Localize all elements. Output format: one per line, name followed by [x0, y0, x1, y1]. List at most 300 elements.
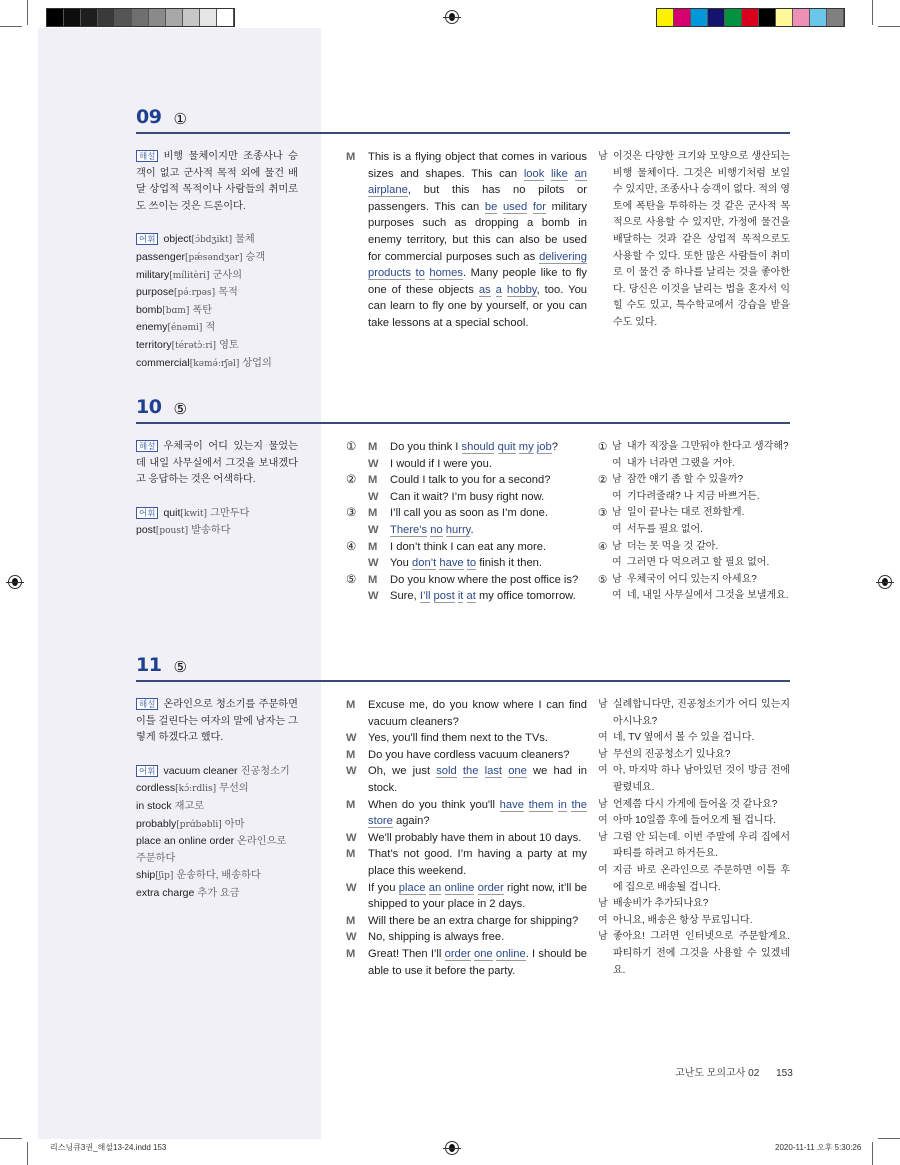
question-number: 11 [136, 654, 162, 676]
translation-text: 우체국이 어디 있는지 아세요? [627, 573, 757, 585]
text-segment: , but this has no pilots or passengers. This can [368, 184, 587, 213]
translation-line [598, 472, 790, 489]
vocab-item [136, 355, 298, 373]
translation-text: 내가 직장을 그만둬야 한다고 생각해? [627, 441, 789, 452]
speaker-label: 여 [612, 590, 622, 602]
dictation-blank: one [508, 765, 527, 778]
speaker-label: 남 [612, 507, 622, 519]
explanation-tag: 해설 [136, 698, 158, 710]
section-09 [136, 106, 790, 369]
vocab-pronunciation: [kəmə́ːrʃəl] [189, 358, 240, 369]
vocab-meaning: 물체 [235, 234, 255, 246]
text-segment: ? [551, 441, 558, 453]
vocab-pronunciation: [kɔ́ːrdlis] [175, 784, 217, 795]
speaker-label: 여 [612, 457, 622, 469]
question-number: 09 [136, 106, 162, 128]
translation-text: 서두를 필요 없어. [627, 523, 703, 535]
speaker-label: W [368, 523, 379, 536]
speaker-label: M [368, 573, 378, 586]
choice-marker: ④ [346, 540, 357, 553]
text-segment: I don’t think I can eat any more. [390, 540, 547, 553]
explanation-tag: 해설 [136, 440, 158, 452]
color-swatch [149, 9, 166, 26]
dialogue-text [368, 697, 587, 730]
dictation-blank: quit [497, 441, 516, 453]
section-header [136, 398, 790, 424]
vocab-pronunciation: [ʃip] [155, 871, 174, 882]
dictation-blank: like [551, 167, 568, 180]
translation-line [598, 747, 790, 764]
dictation-blank: at [466, 590, 476, 603]
vocab-item [136, 833, 298, 867]
dictation-blank: one [473, 947, 493, 960]
vocab-word: territory [136, 338, 172, 351]
translation-text: 그러면 다 먹으려고 할 필요 없어. [627, 557, 770, 569]
text-segment: Excuse me, do you know where I can find vacuum cleaners? [368, 699, 587, 728]
text-segment: When do you think you'll [368, 798, 500, 811]
speaker-label: 남 [598, 831, 608, 843]
dialogue-line [346, 913, 587, 930]
dialogue-line [346, 747, 587, 764]
text-segment: Do you have cordless vacuum cleaners? [368, 748, 570, 761]
dialogue-line [346, 830, 587, 847]
dictation-blank: airplane [368, 184, 408, 197]
vocab-tag: 어휘 [136, 233, 158, 245]
vocab-pronunciation: [térətɔ̀ːri] [171, 340, 217, 351]
gray-color-bar [46, 8, 235, 27]
text-segment [524, 799, 529, 811]
dictation-blank: hobby [506, 283, 537, 296]
choice-marker: ① [346, 441, 357, 453]
text-segment: Sure, [390, 590, 420, 603]
speaker-label: 남 [612, 474, 622, 486]
speaker-label: W [346, 831, 357, 844]
korean-translation [598, 149, 790, 332]
vocab-item [136, 798, 298, 816]
choice-marker: ② [598, 474, 608, 487]
speaker-label: 여 [598, 732, 608, 744]
translation-line [598, 813, 790, 830]
registration-mark-icon [8, 575, 22, 589]
color-swatch [725, 9, 742, 26]
dialogue-text [390, 572, 587, 589]
translation-text: 배송비가 추가되나요? [613, 898, 709, 910]
choice-marker [346, 588, 368, 605]
dictation-blank: in [558, 798, 567, 811]
choice-marker: ② [346, 474, 357, 487]
dictation-blank: to [466, 557, 477, 570]
text-segment [441, 882, 444, 894]
vocab-pronunciation: [kwit] [180, 508, 208, 519]
dialogue-script [346, 149, 587, 332]
vocab-word: place an online order [136, 835, 235, 848]
dialogue-line [346, 572, 587, 589]
choice-marker: ⑤ [598, 573, 608, 586]
speaker-label: M [346, 748, 356, 761]
dialogue-text [368, 880, 587, 913]
vocab-pronunciation: [énəmi] [167, 323, 203, 334]
vocab-pronunciation: [pə́ːrpəs] [173, 288, 216, 299]
answer-marker: ① [173, 111, 187, 128]
speaker-label: W [346, 931, 357, 944]
translation-line [598, 929, 790, 979]
vocab-item [136, 284, 298, 302]
color-swatch [183, 9, 200, 26]
text-segment: my office tomorrow. [475, 590, 576, 603]
dictation-blank: them [528, 798, 554, 811]
vocab-item [136, 505, 298, 523]
dialogue-text [390, 489, 587, 506]
vocab-word: object [163, 233, 192, 246]
vocab-meaning: 적 [205, 322, 216, 334]
speaker-label: M [346, 914, 356, 927]
dialogue-line [346, 730, 587, 747]
vocab-word: commercial [136, 356, 190, 369]
section-11 [136, 654, 790, 977]
dialogue-line [346, 539, 587, 556]
vocab-meaning: 무선의 [219, 783, 249, 795]
section-header [136, 108, 790, 134]
crop-mark [878, 26, 900, 27]
text-segment: Yes, you'll find them next to the TVs. [368, 732, 548, 745]
vocab-meaning: 그만두다 [210, 507, 250, 519]
color-swatch [793, 9, 810, 26]
dialogue-line [346, 929, 587, 946]
speaker-label: 남 [598, 931, 608, 943]
color-swatch [776, 9, 793, 26]
dictation-blank: should [461, 441, 495, 453]
speaker-label: 여 [612, 523, 622, 535]
speaker-label: 여 [598, 815, 608, 827]
dictation-blank: last [484, 765, 503, 778]
text-segment: military purposes such as dropping a bomb in enemy territory, but this can also be used for commercial purposes such as [368, 200, 588, 263]
dialogue-text [368, 913, 587, 930]
speaker-label: 남 [612, 540, 622, 552]
crop-mark [878, 1138, 900, 1139]
registration-mark-icon [445, 10, 459, 24]
dictation-blank: the [571, 798, 588, 811]
speaker-label: W [368, 457, 379, 470]
dialogue-script [346, 697, 587, 979]
speaker-label: 남 [612, 441, 622, 452]
vocab-word: in stock [136, 799, 172, 812]
translation-line [598, 896, 790, 913]
dialogue-text [390, 522, 587, 539]
dialogue-line [346, 505, 587, 522]
vocab-word: passenger [136, 250, 186, 263]
text-segment: Could I talk to you for a second? [390, 474, 551, 487]
page-footer [675, 1064, 793, 1079]
text-segment [491, 284, 496, 296]
dictation-blank: be [484, 200, 498, 213]
color-swatch [98, 9, 115, 26]
text-segment: , too. You can learn to fly one by yourself, or you can take lessons at a special school. [368, 283, 588, 329]
translation-text: 네, TV 옆에서 볼 수 있을 겁니다. [613, 732, 755, 744]
vocab-meaning: 발송하다 [191, 525, 231, 537]
choice-marker [598, 456, 612, 473]
dictation-blank: job [536, 441, 552, 453]
vocab-pronunciation: [mílitèri] [169, 270, 210, 281]
text-segment: Do you think I [390, 441, 462, 453]
choice-marker: ① [598, 441, 608, 453]
vocab-word: vacuum cleaner [163, 764, 238, 777]
explanation-notes [136, 149, 298, 372]
dictation-blank: sold [436, 765, 457, 778]
vocab-tag: 어휘 [136, 507, 158, 519]
dictation-blank: it [457, 590, 464, 603]
section-10 [136, 396, 790, 603]
translation-line [598, 149, 790, 332]
crop-mark [872, 0, 873, 25]
translation-text: 기다려줄래? 나 지금 바쁘거든. [627, 490, 760, 502]
vocab-item [136, 867, 298, 885]
dictation-blank: the [462, 765, 479, 778]
vocab-word: military [136, 268, 170, 281]
text-segment: You [390, 557, 412, 570]
color-swatch [708, 9, 725, 26]
color-swatch [132, 9, 149, 26]
explanation [136, 697, 298, 747]
explanation-text: 우체국이 어디 있는지 물었는데 내일 사무실에서 그것을 보내겠다고 응답하는 것은 어색하다. [136, 441, 298, 486]
color-swatch [827, 9, 844, 26]
dialogue-line [346, 149, 587, 332]
dialogue-text [368, 830, 587, 847]
speaker-label: 여 [598, 765, 608, 777]
translation-line [598, 456, 790, 473]
vocab-meaning: 상업의 [242, 357, 272, 369]
speaker-label: W [346, 732, 357, 745]
translation-text: 아, 마지막 하나 남아있던 것이 방금 전에 팔렸네요. [613, 765, 790, 793]
translation-text: 좋아요! 그러면 인터넷으로 주문할게요. 파티하기 전에 그것을 사용할 수 있겠네요. [613, 931, 790, 976]
vocabulary-list [136, 231, 298, 372]
explanation [136, 439, 298, 489]
translation-text: 무선의 진공청소기 있나요? [613, 748, 731, 760]
vocab-item [136, 780, 298, 798]
vocab-meaning: 재고로 [174, 800, 205, 812]
speaker-label: 남 [598, 798, 608, 810]
translation-line [598, 863, 790, 896]
vocab-pronunciation: [pǽsəndʒər] [185, 252, 243, 263]
text-segment: This is a flying object that comes in various sizes and shapes. This can [368, 151, 587, 180]
crop-mark [27, 1142, 28, 1165]
choice-marker [598, 489, 612, 506]
color-swatch [115, 9, 132, 26]
text-segment: right now, it’ll be shipped to your place in 2 days. [368, 881, 588, 911]
text-segment: Do you know where the post office is? [390, 573, 579, 586]
choice-marker [346, 555, 368, 572]
speaker-label: M [346, 848, 356, 861]
dialogue-text [368, 747, 587, 764]
dictation-blank: have [439, 557, 464, 570]
vocab-meaning: 추가 요금 [197, 887, 240, 899]
vocab-item [136, 337, 298, 355]
vocab-meaning: 군사의 [212, 269, 243, 281]
vocab-item [136, 231, 298, 249]
choice-marker [598, 555, 612, 572]
dialogue-line [346, 472, 587, 489]
vocab-word: extra charge [136, 886, 195, 899]
section-header [136, 656, 790, 682]
speaker-label: 남 [598, 699, 608, 710]
speaker-label: W [368, 590, 379, 603]
dictation-blank: There’s [390, 523, 428, 536]
vocab-pronunciation: [poust] [155, 526, 189, 537]
registration-mark-icon [878, 575, 892, 589]
dialogue-line [346, 846, 587, 879]
vocab-meaning: 아마 [224, 818, 245, 830]
dictation-blank: for [532, 200, 546, 213]
choice-marker [598, 588, 612, 605]
translation-text: 지금 바로 온라인으로 주문하면 이틀 후에 집으로 배송될 겁니다. [613, 864, 790, 893]
speaker-label: M [368, 540, 378, 553]
vocab-item [136, 319, 298, 337]
crop-mark [27, 0, 28, 25]
slug-timestamp: 2020-11-11 오후 5:30:26 [775, 1143, 862, 1152]
speaker-label: W [346, 881, 357, 894]
choice-marker: ⑤ [346, 573, 357, 586]
vocab-meaning: 영토 [219, 339, 239, 351]
question-number: 10 [136, 396, 162, 418]
translation-text: 언제쯤 다시 가게에 들어올 것 같나요? [613, 798, 778, 810]
translation-line [598, 697, 790, 730]
text-segment [457, 765, 463, 777]
dialogue-line [346, 555, 587, 572]
explanation-notes [136, 697, 298, 903]
speaker-label: 남 [598, 748, 608, 760]
text-segment: No, shipping is always free. [368, 931, 505, 944]
vocab-tag: 어휘 [136, 765, 158, 777]
choice-marker: ③ [346, 507, 357, 520]
speaker-label: M [346, 798, 356, 811]
vocab-meaning: 목적 [218, 287, 238, 299]
text-segment: . I should be able to use it before the party. [368, 947, 588, 977]
speaker-label: M [346, 947, 356, 960]
vocab-word: purpose [136, 286, 174, 299]
text-segment: Can it wait? I’m busy right now. [390, 490, 545, 503]
vocab-item [136, 763, 298, 781]
dictation-blank: order [477, 881, 504, 894]
dialogue-text [368, 763, 587, 796]
dictation-blank: an [574, 167, 587, 180]
dialogue-line [346, 697, 587, 730]
dictation-blank: products [368, 267, 411, 280]
process-color-bar [656, 8, 845, 27]
translation-text: 더는 못 먹을 것 같아. [627, 540, 719, 552]
dialogue-line [346, 489, 587, 506]
speaker-label: M [346, 151, 356, 163]
dialogue-line [346, 522, 587, 539]
choice-marker [346, 522, 368, 539]
speaker-label: M [368, 474, 378, 487]
dialogue-text [390, 456, 587, 473]
speaker-label: M [368, 441, 378, 453]
text-segment: If you [368, 881, 399, 894]
vocab-item [136, 267, 298, 285]
dialogue-text [390, 505, 587, 522]
translation-line [598, 730, 790, 747]
speaker-label: W [368, 490, 379, 503]
choice-marker [346, 456, 368, 473]
explanation-tag: 해설 [136, 150, 158, 162]
vocab-pronunciation: [ɔ́bdʒikt] [191, 235, 233, 246]
translation-line [598, 489, 790, 506]
korean-translation [598, 697, 790, 979]
speaker-label: 남 [612, 573, 622, 585]
dictation-blank: a [495, 283, 502, 296]
explanation-text: 비행 물체이지만 조종사나 승객이 없고 군사적 목적 외에 물건 배달 상업적 목적이나 사람들의 취미로도 쓰이는 것은 드론이다. [136, 151, 298, 212]
translation-line [598, 763, 790, 796]
dictation-blank: have [499, 798, 524, 811]
color-swatch [742, 9, 759, 26]
color-swatch [810, 9, 827, 26]
dictation-blank: online [495, 947, 526, 960]
choice-marker [598, 522, 612, 539]
dictation-blank: order [444, 947, 471, 960]
vocab-meaning: 폭탄 [192, 304, 213, 316]
dialogue-text [368, 730, 587, 747]
answer-marker: ⑤ [173, 659, 187, 676]
dictation-blank: online [444, 881, 475, 894]
vocab-word: enemy [136, 321, 168, 334]
vocab-item [136, 302, 298, 320]
dialogue-text [390, 539, 587, 556]
dialogue-line [346, 439, 587, 456]
dictation-blank: post [433, 590, 455, 603]
vocab-word: post [136, 524, 156, 537]
translation-text: 네, 내일 사무실에서 그것을 보낼게요. [627, 590, 789, 602]
dialogue-line [346, 588, 587, 605]
explanation-text: 온라인으로 청소기를 주문하면 이틀 걸린다는 여자의 말에 남자는 그렇게 하겠다고 했다. [136, 699, 298, 744]
color-swatch [217, 9, 234, 26]
dialogue-text [368, 797, 587, 830]
text-segment: again? [392, 815, 430, 828]
translation-line [598, 830, 790, 863]
dictation-blank: don’t [412, 557, 437, 570]
vocab-pronunciation: [bɑm] [162, 305, 190, 316]
speaker-label: 여 [612, 557, 622, 569]
crop-mark [0, 26, 22, 27]
color-swatch [64, 9, 81, 26]
text-segment: Great! Then I’ll [368, 947, 445, 960]
dialogue-text [390, 472, 587, 489]
text-segment: That’s not good. I’m having a party at my place this weekend. [368, 848, 587, 877]
dialogue-line [346, 880, 587, 913]
text-segment: I would if I were you. [390, 457, 492, 470]
dialogue-line [346, 456, 587, 473]
text-segment: . Many people like to fly one of these objects [368, 267, 588, 296]
dictation-blank: as [478, 283, 491, 296]
vocab-item [136, 816, 298, 834]
speaker-label: 여 [598, 914, 608, 926]
text-segment: we had in stock. [368, 765, 587, 794]
dictation-blank: look [523, 167, 545, 180]
dictation-blank: store [368, 815, 393, 828]
dictation-blank: delivering [539, 250, 587, 263]
color-swatch [47, 9, 64, 26]
dialogue-text [368, 846, 587, 879]
dictation-blank: I’ll [419, 590, 431, 603]
translation-text: 아니요, 배송은 항상 무료입니다. [613, 914, 753, 926]
speaker-label: 남 [598, 151, 608, 162]
choice-marker: ④ [598, 540, 608, 553]
choice-marker [346, 489, 368, 506]
vocab-item [136, 522, 298, 540]
dialogue-line [346, 946, 587, 979]
dialogue-text [368, 149, 587, 332]
color-swatch [166, 9, 183, 26]
explanation-notes [136, 439, 298, 540]
korean-translation [598, 439, 790, 605]
